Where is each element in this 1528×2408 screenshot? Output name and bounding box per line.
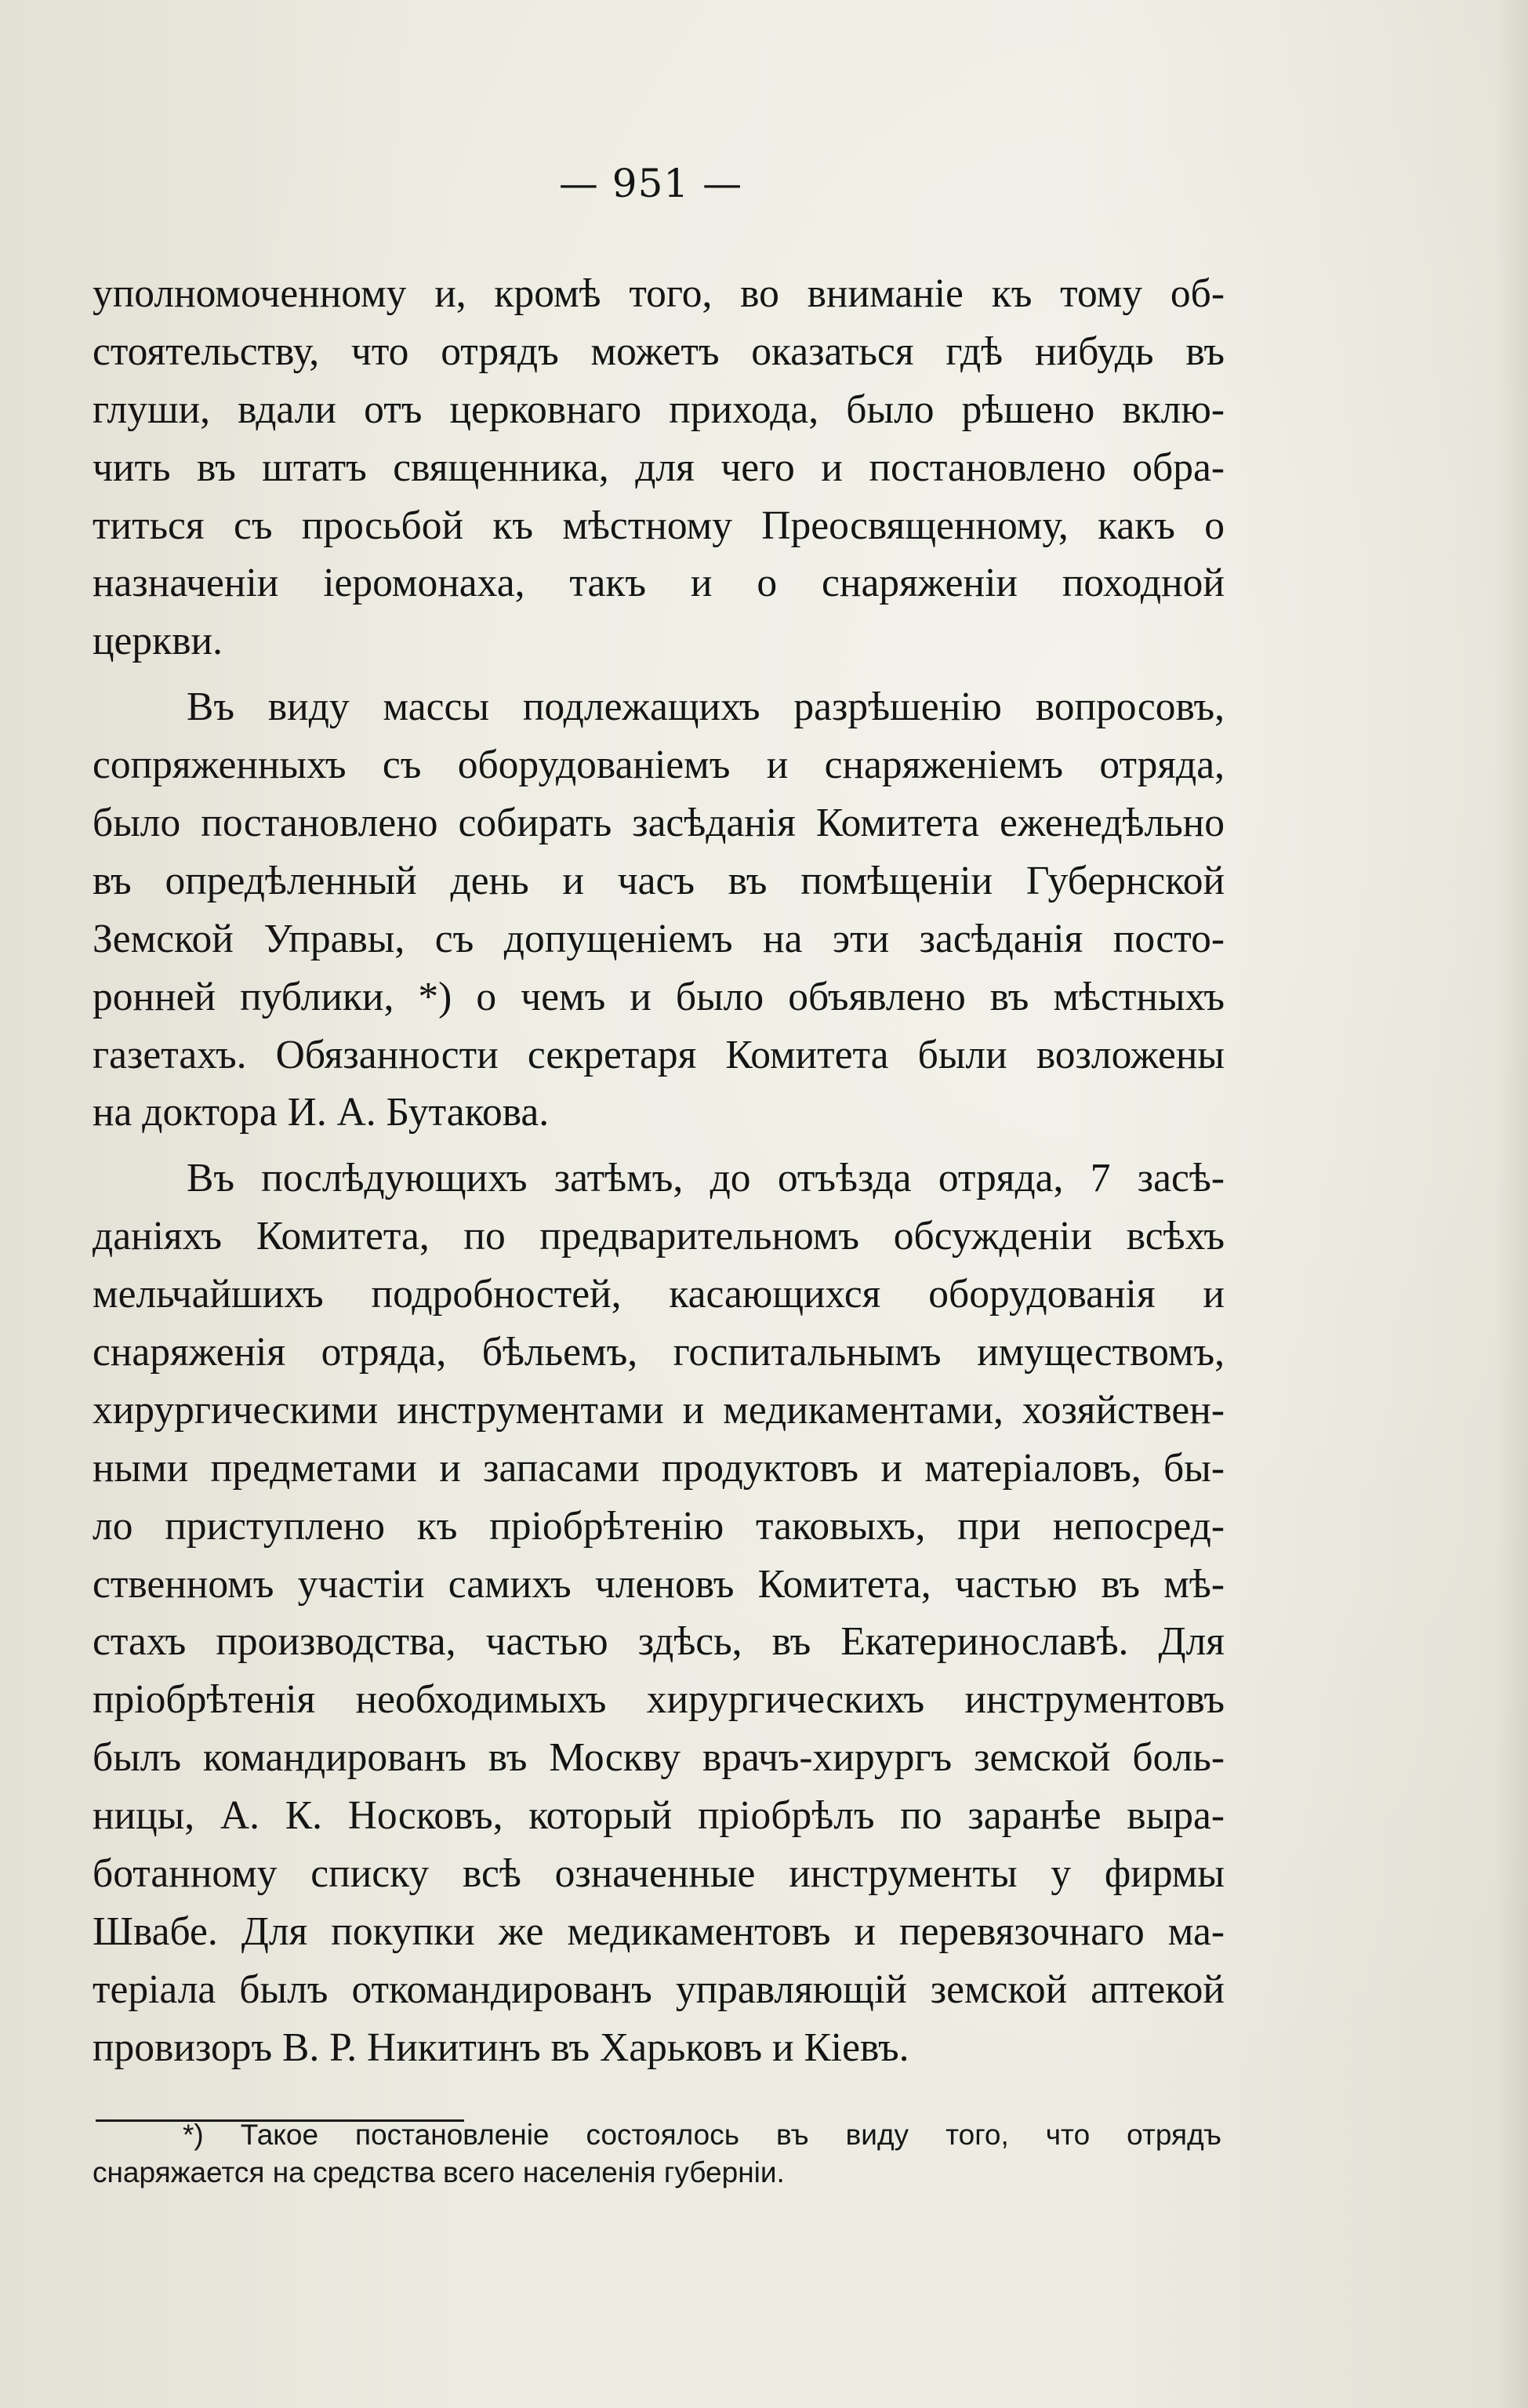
text-line: снаряженія отряда, бѣльемъ, госпитальнымъ имуществомъ, <box>93 1330 1225 1375</box>
text-line: въ опредѣленный день и часъ въ помѣщеніи Губернской <box>93 858 1225 903</box>
footnote <box>93 2116 1221 2192</box>
text-line: Земской Управы, съ допущеніемъ на эти засѣданія посто- <box>93 916 1225 961</box>
text-line: сопряженныхъ съ оборудованіемъ и снаряженіемъ отряда, <box>93 743 1225 788</box>
body-text <box>93 265 1225 2077</box>
text-line: былъ командированъ въ Москву врачъ-хирургъ земской боль- <box>93 1735 1225 1781</box>
text-line: уполномоченному и, кромѣ того, во вниманіе къ тому об- <box>93 271 1225 316</box>
text-line: ло приступлено къ пріобрѣтенію таковыхъ, при непосред- <box>93 1503 1225 1549</box>
text-line: даніяхъ Комитета, по предварительномъ обсужденіи всѣхъ <box>93 1214 1225 1259</box>
paragraph-1 <box>93 265 1225 670</box>
text-line: церкви. <box>93 619 223 664</box>
text-line: пріобрѣтенія необходимыхъ хирургическихъ инструментовъ <box>93 1677 1225 1723</box>
text-line: ственномъ участіи самихъ членовъ Комитета, частью въ мѣ- <box>93 1561 1225 1607</box>
footnote-line: снаряжается на средства всего населенія губерніи. <box>93 2156 785 2188</box>
text-line: мельчайшихъ подробностей, касающихся оборудованія и <box>93 1272 1225 1317</box>
text-line: Въ виду массы подлежащихъ разрѣшенію вопросовъ, <box>187 685 1225 730</box>
text-line: Швабе. Для покупки же медикаментовъ и перевязочнаго ма- <box>93 1909 1225 1954</box>
text-line: ницы, А. К. Носковъ, который пріобрѣлъ по заранѣе выра- <box>93 1793 1225 1839</box>
text-line: газетахъ. Обязанности секретаря Комитета были возложены <box>93 1032 1225 1077</box>
text-line: титься съ просьбой къ мѣстному Преосвященному, какъ о <box>93 503 1225 548</box>
page-edge-shadow <box>1497 0 1528 2408</box>
text-line: провизоръ В. Р. Никитинъ въ Харьковъ и Кіевъ. <box>93 2025 909 2070</box>
text-line: чить въ штатъ священника, для чего и постановлено обра- <box>93 445 1225 490</box>
text-line: стахъ производства, частью здѣсь, въ Екатеринославѣ. Для <box>93 1619 1225 1665</box>
text-line: стоятельству, что отрядъ можетъ оказаться гдѣ нибудь въ <box>93 329 1225 374</box>
text-line: ботанному списку всѣ означенные инструменты у фирмы <box>93 1851 1225 1897</box>
text-line: назначеніи іеромонаха, такъ и о снаряженіи походной <box>93 561 1225 606</box>
text-line: хирургическими инструментами и медикаментами, хозяйствен- <box>93 1387 1225 1433</box>
text-line: Въ послѣдующихъ затѣмъ, до отъѣзда отряда, 7 засѣ- <box>187 1156 1225 1201</box>
page-number: — 951 — <box>558 161 743 206</box>
text-line: ронней публики, *) о чемъ и было объявлено въ мѣстныхъ <box>93 974 1225 1019</box>
text-line: глуши, вдали отъ церковнаго прихода, было рѣшено вклю- <box>93 387 1225 432</box>
paragraph-2 <box>93 678 1225 1142</box>
text-line: на доктора И. А. Бутакова. <box>93 1090 550 1135</box>
text-line: ными предметами и запасами продуктовъ и матеріаловъ, бы- <box>93 1445 1225 1491</box>
text-line: теріала былъ откомандированъ управляющій земской аптекой <box>93 1967 1225 2012</box>
paragraph-3 <box>93 1150 1225 2076</box>
text-line: было постановлено собирать засѣданія Комитета еженедѣльно <box>93 801 1225 846</box>
footnote-line: *) Такое постановленіе состоялось въ виду того, что отрядъ <box>183 2119 1221 2151</box>
